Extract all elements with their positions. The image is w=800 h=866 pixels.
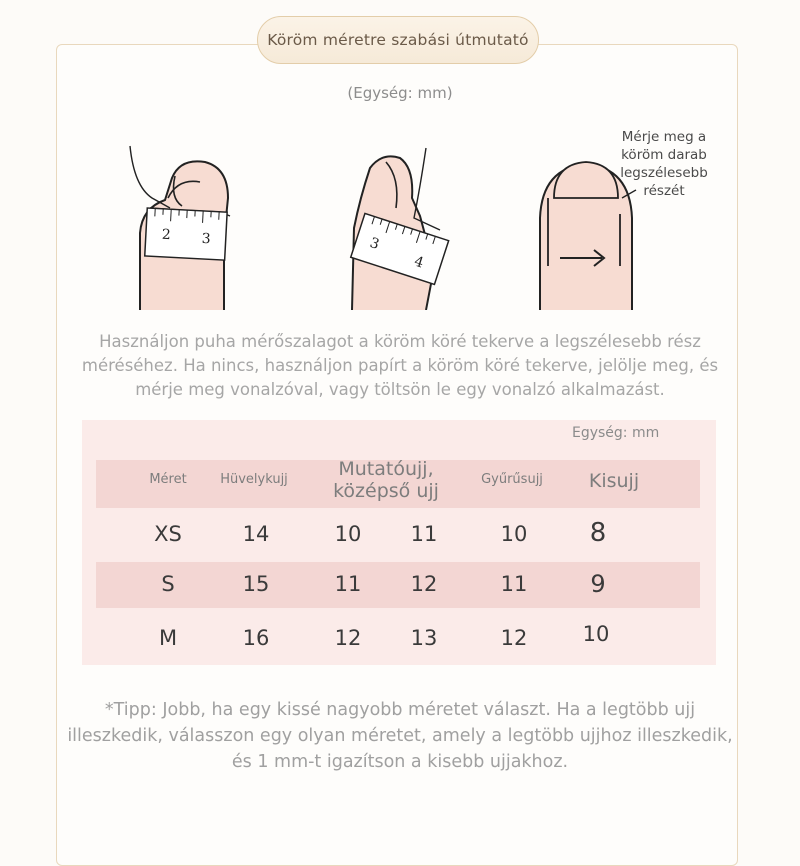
- cell-ring: 12: [501, 626, 528, 650]
- header-thumb: Hüvelykujj: [220, 472, 288, 487]
- cell-size: XS: [154, 522, 182, 546]
- cell-pinky: 8: [590, 518, 607, 548]
- cell-index: 11: [335, 572, 362, 596]
- tape2-number-b: 4: [412, 254, 426, 272]
- tape1-number-a: 2: [161, 227, 171, 243]
- measure-callout: Mérje meg a köröm darab legszélesebb részét: [610, 128, 718, 200]
- finger-measure-illustration: [330, 138, 460, 310]
- table-unit-label: Egység: mm: [572, 425, 659, 441]
- tip-text: *Tipp: Jobb, ha egy kissé nagyobb méretet választ. Ha a legtöbb ujj illeszkedik, válasszon egy olyan méretet, amely a legtöbb ujjhoz illeszkedik, és 1 mm-t igazítson a kisebb ujjakhoz.: [60, 697, 740, 775]
- cell-thumb: 14: [243, 522, 270, 546]
- header-size: Méret: [149, 472, 186, 487]
- cell-middle: 11: [411, 522, 438, 546]
- cell-ring: 10: [501, 522, 528, 546]
- cell-middle: 12: [411, 572, 438, 596]
- table-row: [96, 562, 700, 608]
- cell-index: 12: [335, 626, 362, 650]
- header-pinky: Kisujj: [589, 470, 639, 492]
- page-title-text: Köröm méretre szabási útmutató: [267, 31, 529, 49]
- unit-label: (Egység: mm): [0, 84, 800, 102]
- table-row: [96, 620, 700, 660]
- cell-index: 10: [335, 522, 362, 546]
- thumb-measure-illustration: [120, 138, 250, 310]
- cell-thumb: 16: [243, 626, 270, 650]
- table-row: [96, 514, 700, 554]
- tape2-number-a: 3: [368, 235, 381, 253]
- table-header-row: [96, 460, 700, 508]
- cell-ring: 11: [501, 572, 528, 596]
- cell-thumb: 15: [243, 572, 270, 596]
- cell-size: S: [161, 572, 174, 596]
- tape1-number-b: 3: [201, 231, 211, 247]
- cell-middle: 13: [411, 626, 438, 650]
- header-index-middle: Mutatóujj, középső ujj: [333, 458, 439, 502]
- instructions-text: Használjon puha mérőszalagot a köröm köré tekerve a legszélesebb rész méréséhez. Ha nincs, használjon papírt a köröm köré tekerve, jelölje meg, és mérje meg vonalzóval, vagy töltsön le egy vonalzó alkalmazást.: [70, 330, 730, 402]
- page-title: [257, 16, 539, 64]
- cell-pinky: 10: [583, 622, 610, 646]
- cell-pinky: 9: [590, 570, 605, 598]
- header-ring: Gyűrűsujj: [481, 472, 543, 487]
- cell-size: M: [159, 626, 177, 650]
